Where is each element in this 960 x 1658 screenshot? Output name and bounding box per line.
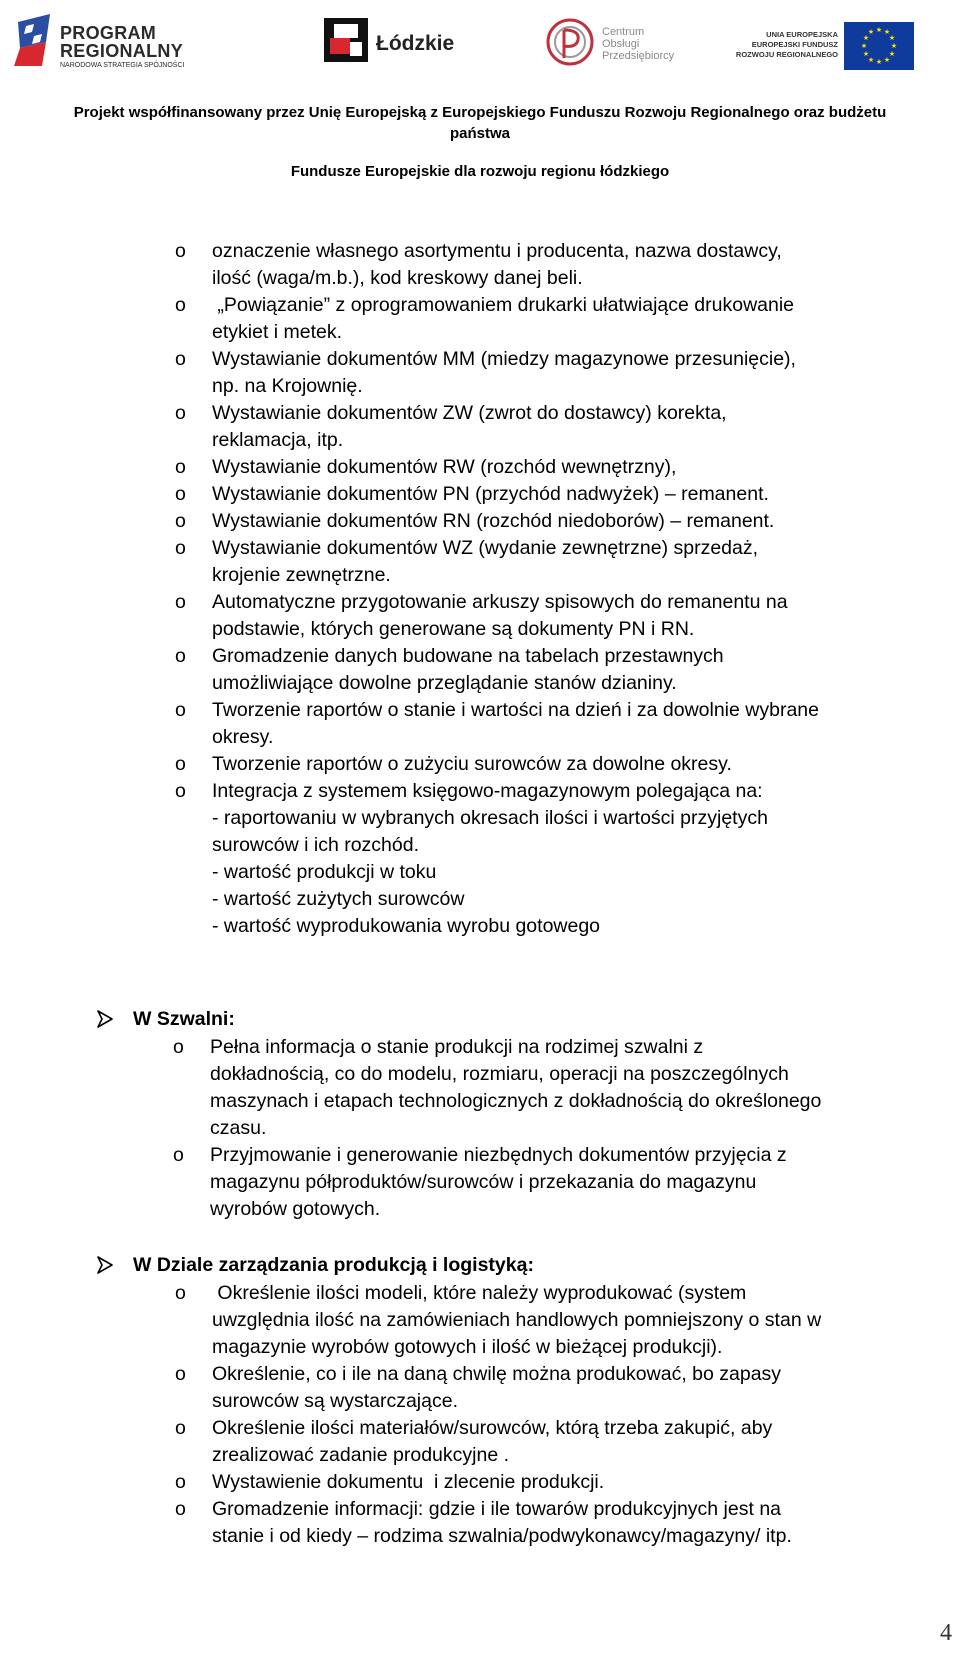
list-item-line: Pełna informacja o stanie produkcji na rodzimej szwalni z xyxy=(210,1036,704,1058)
bullet-marker: o xyxy=(175,753,186,775)
list-item-line: Integracja z systemem księgowo-magazynowym polegająca na: xyxy=(212,780,763,802)
cofinancing-line1: Projekt współfinansowany przez Unię Europejską z Europejskiego Funduszu Rozwoju Regionalnego oraz budżetu xyxy=(73,104,887,121)
centrum-line2: Obsługi xyxy=(602,38,640,50)
bullet-marker: o xyxy=(175,1498,186,1520)
list-item-line: Wystawianie dokumentów ZW (zwrot do dostawcy) korekta, xyxy=(212,402,727,424)
list-item-line: uwzględnia ilość na zamówieniach handlowych pomniejszony o stan w xyxy=(212,1309,822,1331)
list-item-line: dokładnością, co do modelu, rozmiaru, operacji na poszczególnych xyxy=(210,1063,789,1085)
section-title-logistyka: W Dziale zarządzania produkcją i logistyką: xyxy=(133,1254,534,1276)
eu-line3: ROZWOJU REGIONALNEGO xyxy=(735,50,838,59)
list-item-line: Wystawianie dokumentów RW (rozchód wewnętrzny), xyxy=(212,456,677,478)
section-title-szwalnia: W Szwalni: xyxy=(133,1008,235,1030)
bullet-marker: o xyxy=(175,1363,186,1385)
list-item-line: „Powiązanie” z oprogramowaniem drukarki ułatwiające drukowanie xyxy=(212,294,795,316)
bullet-marker: o xyxy=(175,402,186,424)
list-item xyxy=(175,238,952,292)
bullet-marker: o xyxy=(175,240,186,262)
list-item-line: krojenie zewnętrzne. xyxy=(212,564,391,586)
eu-line2: EUROPEJSKI FUNDUSZ xyxy=(751,40,838,49)
lodzkie-label: Łódzkie xyxy=(376,32,455,55)
svg-text:★: ★ xyxy=(860,42,868,50)
list-item-line: Gromadzenie danych budowane na tabelach przestawnych xyxy=(212,645,724,667)
svg-text:★: ★ xyxy=(867,56,875,64)
bullet-marker: o xyxy=(175,699,186,721)
svg-text:★: ★ xyxy=(883,28,891,36)
program-regionalny-logo xyxy=(12,8,202,78)
cofinancing-line2: państwa xyxy=(449,125,510,142)
list-item-line: surowców i ich rozchód. xyxy=(212,834,419,856)
lodzkie-logo xyxy=(324,8,464,78)
program-line1: PROGRAM xyxy=(60,23,157,43)
list-item-line: Tworzenie raportów o zużyciu surowców za dowolne okresy. xyxy=(212,753,732,775)
bullet-marker: o xyxy=(175,537,186,559)
page-number: 4 xyxy=(940,1620,952,1646)
bullet-marker: o xyxy=(175,1282,186,1304)
funds-line: Fundusze Europejskie dla rozwoju regionu łódzkiego xyxy=(290,163,670,180)
list-item-line: magazynu półproduktów/surowców i przekazania do magazynu xyxy=(210,1171,757,1193)
bullet-marker: o xyxy=(175,456,186,478)
functions-list xyxy=(175,238,952,940)
list-item-line: - wartość zużytych surowców xyxy=(212,888,465,910)
list-item xyxy=(175,778,952,940)
eu-flag-icon xyxy=(844,22,914,70)
list-item-line: - raportowaniu w wybranych okresach ilości i wartości przyjętych xyxy=(212,807,768,829)
list-item-line: zrealizować zadanie produkcyjne . xyxy=(212,1444,509,1466)
eu-logo xyxy=(734,8,924,78)
program-regionalny-emblem-icon xyxy=(12,12,54,68)
list-item xyxy=(175,400,952,454)
list-item-line: etykiet i metek. xyxy=(212,321,343,343)
list-item-line: magazynie wyrobów gotowych i ilość w bieżącej produkcji). xyxy=(212,1336,723,1358)
list-item-line: ilość (waga/m.b.), kod kreskowy danej beli. xyxy=(212,267,583,289)
list-item-line: Przyjmowanie i generowanie niezbędnych dokumentów przyjęcia z xyxy=(210,1144,787,1166)
svg-text:★: ★ xyxy=(890,42,898,50)
svg-text:★: ★ xyxy=(862,34,870,42)
list-item-line: - wartość produkcji w toku xyxy=(212,861,437,883)
list-item xyxy=(173,1142,955,1223)
list-item xyxy=(175,1469,957,1496)
list-item-line: maszynach i etapach technologicznych z dokładnością do określonego xyxy=(210,1090,822,1112)
list-item-line: Wystawianie dokumentów PN (przychód nadwyżek) – remanent. xyxy=(212,483,769,505)
list-item-line: podstawie, których generowane są dokumenty PN i RN. xyxy=(212,618,695,640)
bullet-marker: o xyxy=(175,348,186,370)
list-item xyxy=(175,292,952,346)
bullet-marker: o xyxy=(175,591,186,613)
list-item-line: Wystawianie dokumentów RN (rozchód niedoborów) – remanent. xyxy=(212,510,775,532)
list-item xyxy=(175,643,952,697)
bullet-marker: o xyxy=(175,645,186,667)
list-item xyxy=(175,751,952,778)
list-item-line: czasu. xyxy=(210,1117,267,1139)
bullet-marker: o xyxy=(175,483,186,505)
program-line2: REGIONALNY xyxy=(60,41,184,61)
bullet-marker: o xyxy=(173,1144,184,1166)
svg-text:★: ★ xyxy=(867,28,875,36)
list-item xyxy=(175,508,952,535)
list-item xyxy=(175,1496,957,1550)
list-item xyxy=(175,1415,957,1469)
arrow-bullet-icon xyxy=(96,1010,114,1028)
list-item-line: - wartość wyprodukowania wyrobu gotowego xyxy=(212,915,601,937)
eu-line1: UNIA EUROPEJSKA xyxy=(766,30,838,39)
bullet-marker: o xyxy=(175,780,186,802)
list-item xyxy=(175,1280,957,1361)
list-item xyxy=(175,1361,957,1415)
eu-text xyxy=(734,30,838,60)
list-item-line: Tworzenie raportów o stanie i wartości na dzień i za dowolnie wybrane xyxy=(212,699,819,721)
svg-text:★: ★ xyxy=(862,50,870,58)
list-item-line: okresy. xyxy=(212,726,274,748)
list-item-line: surowców są wystarczające. xyxy=(212,1390,458,1412)
bullet-marker: o xyxy=(175,1471,186,1493)
list-item xyxy=(175,346,952,400)
list-item xyxy=(175,535,952,589)
centrum-emblem-icon xyxy=(546,16,594,68)
svg-text:★: ★ xyxy=(875,26,883,34)
svg-text:★: ★ xyxy=(888,50,896,58)
list-item-line: Określenie ilości materiałów/surowców, którą trzeba zakupić, aby xyxy=(212,1417,773,1439)
header-logos xyxy=(0,8,960,86)
list-item xyxy=(175,589,952,643)
list-item-line: umożliwiające dowolne przeglądanie stanów dzianiny. xyxy=(212,672,677,694)
list-item-line: Wystawianie dokumentów MM (miedzy magazynowe przesunięcie), xyxy=(212,348,796,370)
list-item-line: Automatyczne przygotowanie arkuszy spisowych do remanentu na xyxy=(212,591,788,613)
centrum-line3: Przedsiębiorcy xyxy=(602,50,675,62)
list-item xyxy=(175,697,952,751)
centrum-line1: Centrum xyxy=(602,26,645,38)
list-item-line: Określenie, co i ile na daną chwilę można produkować, bo zapasy xyxy=(212,1363,782,1385)
list-item-line: Określenie ilości modeli, które należy wyprodukować (system xyxy=(212,1282,747,1304)
bullet-marker: o xyxy=(175,294,186,316)
bullet-marker: o xyxy=(173,1036,184,1058)
list-item-line: oznaczenie własnego asortymentu i producenta, nazwa dostawcy, xyxy=(212,240,782,262)
list-item-line: Wystawienie dokumentu i zlecenie produkcji. xyxy=(212,1471,605,1493)
lodzkie-emblem-icon xyxy=(324,18,368,62)
bullet-marker: o xyxy=(175,1417,186,1439)
arrow-bullet-icon xyxy=(96,1256,114,1274)
centrum-obslugi-logo xyxy=(546,8,696,78)
logistyka-list xyxy=(175,1280,957,1550)
list-item xyxy=(175,481,952,508)
svg-text:★: ★ xyxy=(883,56,891,64)
list-item-line: wyrobów gotowych. xyxy=(210,1198,381,1220)
centrum-text xyxy=(602,26,674,62)
list-item xyxy=(173,1034,955,1142)
szwalnia-list xyxy=(173,1034,955,1223)
list-item-line: stanie i od kiedy – rodzima szwalnia/podwykonawcy/magazyny/ itp. xyxy=(212,1525,792,1547)
list-item xyxy=(175,454,952,481)
program-line3: NARODOWA STRATEGIA SPÓJNOŚCI xyxy=(60,62,185,69)
svg-text:★: ★ xyxy=(888,34,896,42)
list-item-line: reklamacja, itp. xyxy=(212,429,344,451)
svg-text:★: ★ xyxy=(875,58,883,66)
list-item-line: np. na Krojownię. xyxy=(212,375,363,397)
list-item-line: Gromadzenie informacji: gdzie i ile towarów produkcyjnych jest na xyxy=(212,1498,782,1520)
bullet-marker: o xyxy=(175,510,186,532)
list-item-line: Wystawianie dokumentów WZ (wydanie zewnętrzne) sprzedaż, xyxy=(212,537,759,559)
